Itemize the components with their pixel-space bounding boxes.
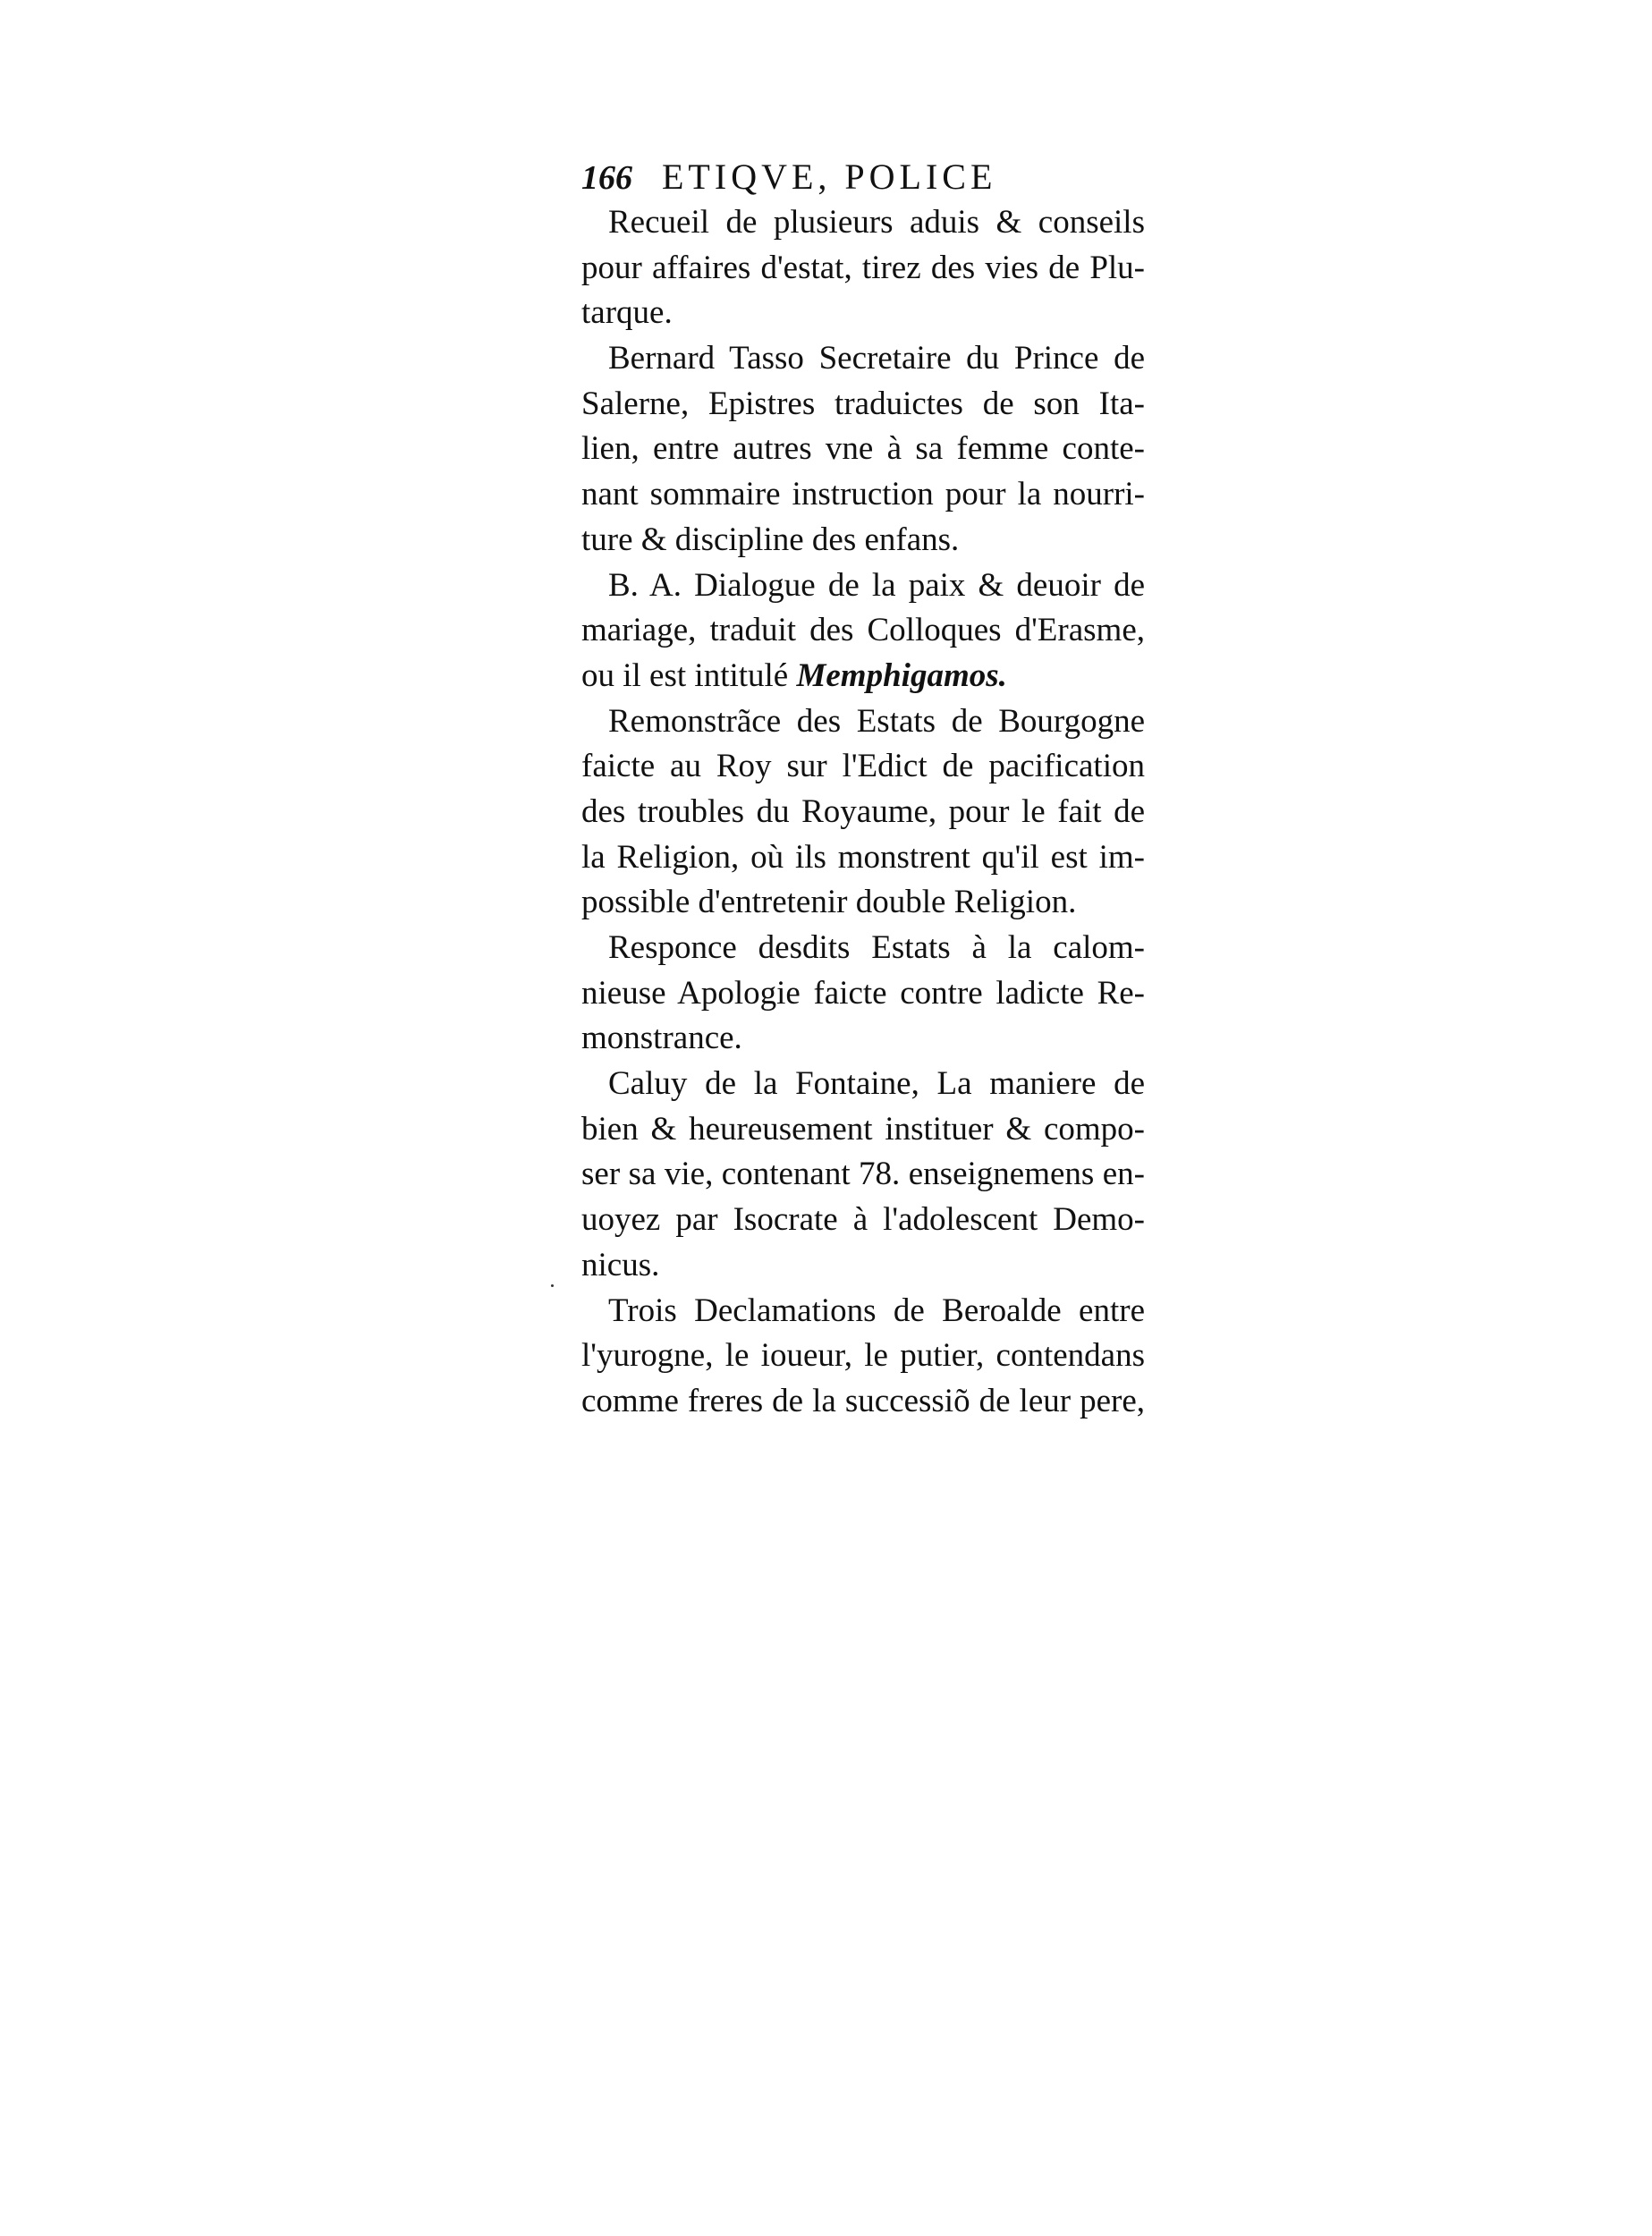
text-line: des troubles du Royaume, pour le fait de [581, 792, 1145, 830]
entry-declamations [581, 1289, 1145, 1425]
text-line: ser sa vie, contenant 78. enseignemens en- [581, 1156, 1145, 1193]
text-block [581, 154, 1145, 1425]
text-line [581, 654, 1145, 699]
text-line: nicus. [581, 1246, 660, 1283]
text-line: possible d'entretenir double Religion. [581, 884, 1077, 921]
running-title: ETIQVE, POLICE [662, 157, 997, 197]
running-head [581, 154, 1145, 200]
text-line: Trois Declamations de Beroalde entre [608, 1292, 1145, 1329]
text-line: nieuse Apologie faicte contre ladicte Re- [581, 974, 1145, 1012]
emphasized-title: Memphigamos. [796, 656, 1007, 694]
text-line: monstrance. [581, 1020, 742, 1057]
text-line: la Religion, où ils monstrent qu'il est im- [581, 838, 1145, 876]
text-line: Bernard Tasso Secretaire du Prince de [608, 340, 1145, 377]
entry-remonstrance [581, 699, 1145, 926]
text-line: mariage, traduit des Colloques d'Erasme, [581, 612, 1145, 649]
text-line: faicte au Roy sur l'Edict de pacification [581, 748, 1145, 785]
text-line: Recueil de plusieurs aduis & conseils [608, 204, 1145, 241]
entry-responce [581, 926, 1145, 1062]
text-line: l'yurogne, le ioueur, le putier, contendans [581, 1337, 1145, 1375]
text-line: pour affaires d'estat, tirez des vies de Plu- [581, 249, 1145, 286]
text-line: ture & discipline des enfans. [581, 521, 960, 558]
page-number: 166 [581, 159, 632, 197]
text-line: nant sommaire instruction pour la nourri- [581, 476, 1145, 513]
text-line: tarque. [581, 294, 673, 332]
entry-dialogue [581, 563, 1145, 699]
entry-caluy [581, 1062, 1145, 1288]
text-line: comme freres de la successiõ de leur pere, [581, 1382, 1145, 1419]
text-line: Remonstrãce des Estats de Bourgogne [608, 702, 1145, 740]
text-line: lien, entre autres vne à sa femme conte- [581, 430, 1145, 468]
ink-speck [551, 1284, 554, 1287]
text-fragment: ou il est intitulé [581, 656, 789, 694]
entry-tasso [581, 336, 1145, 563]
text-line: uoyez par Isocrate à l'adolescent Demo- [581, 1201, 1145, 1239]
text-line: bien & heureusement instituer & compo- [581, 1110, 1145, 1148]
text-line: B. A. Dialogue de la paix & deuoir de [608, 566, 1145, 604]
text-line: Responce desdits Estats à la calom- [608, 929, 1145, 966]
text-line: Caluy de la Fontaine, La maniere de [608, 1065, 1145, 1103]
text-line: Salerne, Epistres traduictes de son Ita- [581, 385, 1145, 422]
entry-recueil [581, 200, 1145, 336]
